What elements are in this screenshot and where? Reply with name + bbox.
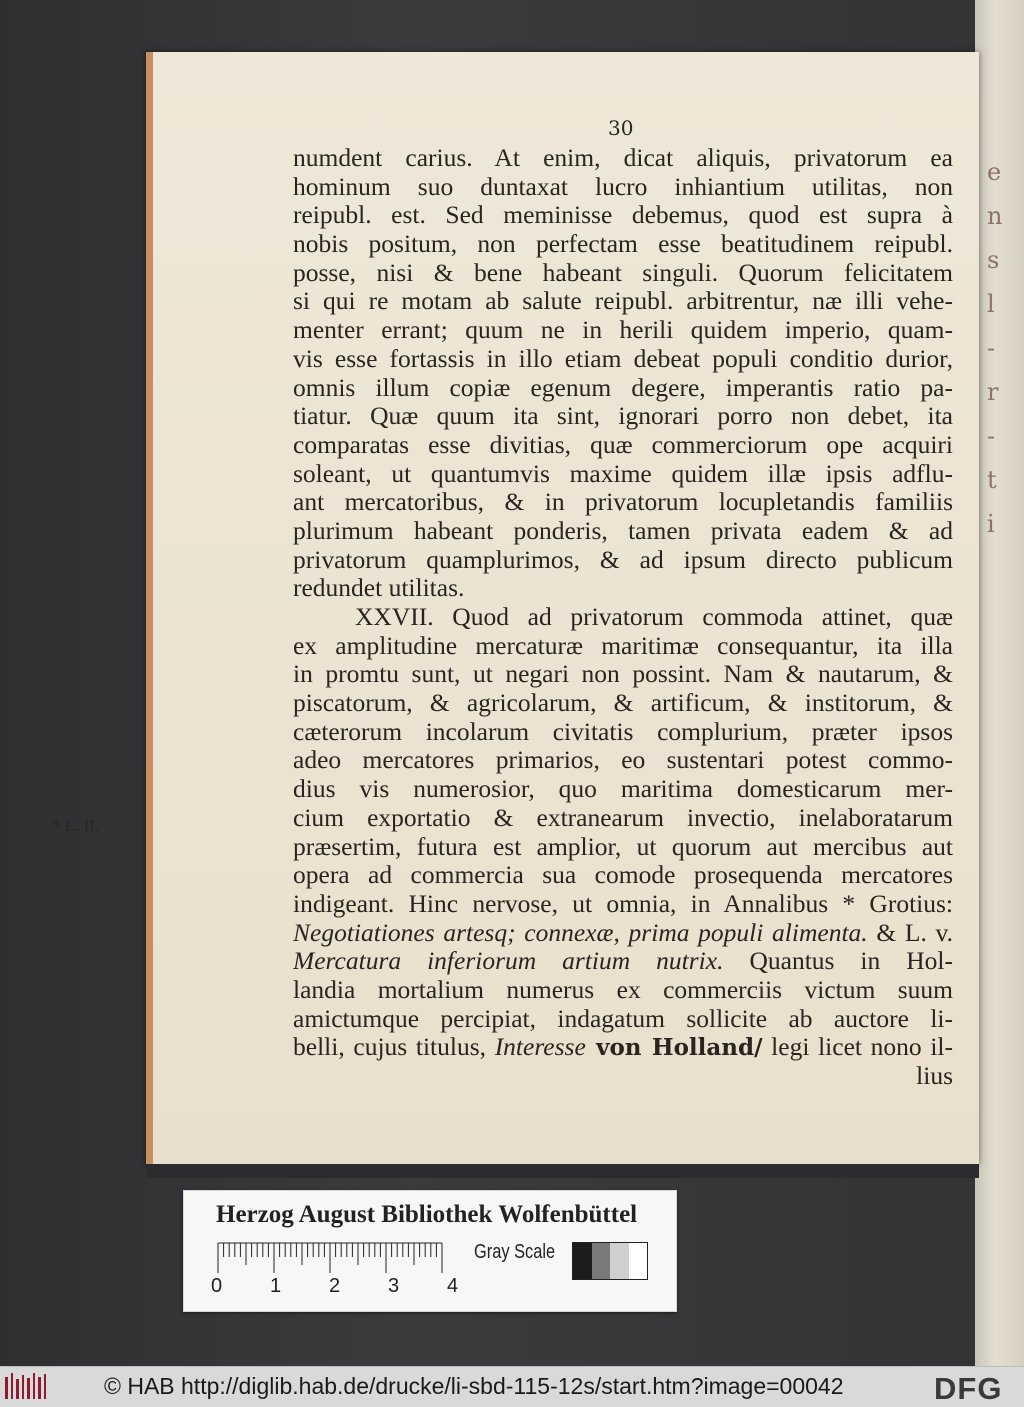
- text-line: landia mortalium numerus ex commerciis victum suum: [293, 975, 953, 1004]
- text-line: hominum suo duntaxat lucro inhiantium utilitas, non: [293, 172, 953, 201]
- gray-scale-label: Gray Scale: [474, 1241, 556, 1263]
- page-number: 30: [608, 116, 634, 140]
- text-line: dius vis numerosior, quo maritima domesticarum mer-: [293, 775, 953, 804]
- fraktur-title: von Holland/: [585, 1034, 763, 1062]
- text-line: redundet utilitas.: [293, 573, 465, 603]
- text-line: cæterorum incolarum civitatis complurium, præter ipsos: [293, 717, 953, 746]
- library-name: Herzog August Bibliothek Wolfenbüttel: [216, 1201, 638, 1228]
- text-line: soleant, ut quantumvis maxime quidem illæ ipsis adflu-: [293, 459, 953, 488]
- text-line: Mercatura inferiorum artium nutrix. Quantus in Hol-: [293, 947, 953, 976]
- text-line: adeo mercatores primarios, eo sustentari potest commo-: [293, 746, 953, 775]
- text-line: ex amplitudine mercaturæ maritimæ consequantur, ita illa: [293, 631, 953, 660]
- footer-bar: [0, 1366, 1024, 1407]
- text-line: reipubl. est. Sed meminisse debemus, quod est supra à: [293, 201, 953, 230]
- text-line: lius: [916, 1061, 953, 1090]
- text-line: belli, cujus titulus, Interesse von Holland/ legi licet nono il-: [293, 1033, 953, 1062]
- ruler-number: 3: [388, 1275, 400, 1297]
- italic-quote: Mercatura inferiorum artium nutrix.: [293, 947, 724, 976]
- ruler-number: 1: [270, 1275, 282, 1297]
- text-line: omnis illum copiæ egenum degere, imperantis ratio pa-: [293, 373, 953, 402]
- text-line: comparatas esse divitias, quæ commerciorum ope acquiri: [293, 430, 953, 459]
- text-line: privatorum quamplurimos, & ad ipsum directo publicum: [293, 545, 953, 574]
- text-line: XXVII. Quod ad privatorum commoda attinet, quæ: [355, 603, 953, 631]
- gray-scale-swatch: [572, 1242, 648, 1280]
- source-url[interactable]: © HAB http://diglib.hab.de/drucke/li-sbd-115-12s/start.htm?image=00042: [104, 1373, 844, 1399]
- text-line: in promtu sunt, ut negari non possint. Nam & nautarum, &: [293, 660, 953, 689]
- text-line: menter errant; quum ne in herili quidem imperio, quam-: [293, 316, 953, 345]
- text-line: posse, nisi & bene habeant singuli. Quorum felicitatem: [293, 258, 953, 287]
- text-line: tiatur. Quæ quum ita sint, ignorari porro non debet, ita: [293, 402, 953, 431]
- calibration-card: [183, 1190, 677, 1312]
- hab-logo-icon: [4, 1373, 48, 1401]
- italic-quote: Negotiationes artesq; connexæ, prima populi alimenta.: [293, 918, 868, 947]
- gray-patch: [573, 1243, 592, 1279]
- text-line: indigeant. Hinc nervose, ut omnia, in Annalibus * Grotius:: [293, 889, 953, 918]
- page-shadow: [146, 1164, 979, 1178]
- text-line: numdent carius. At enim, dicat aliquis, privatorum ea: [293, 144, 953, 172]
- ruler: [216, 1241, 444, 1275]
- ruler-number: 0: [211, 1275, 223, 1297]
- facing-page-letters: e n s l - r - t i: [987, 158, 1003, 538]
- margin-note: * L. II.: [52, 816, 100, 835]
- gray-patch: [592, 1243, 611, 1279]
- text-line: piscatorum, & agricolarum, & artificum, & institorum, &: [293, 689, 953, 718]
- text-line: si qui re motam ab salute reipubl. arbitrentur, næ illi vehe-: [293, 287, 953, 316]
- text-line: ant mercatoribus, & in privatorum locupletandis familiis: [293, 488, 953, 517]
- ruler-number: 2: [329, 1275, 341, 1297]
- book-page: [146, 52, 979, 1164]
- text-line: præsertim, futura est amplior, ut quorum aut mercibus aut: [293, 832, 953, 861]
- italic-title: Interesse: [494, 1033, 586, 1062]
- gray-patch: [610, 1243, 629, 1279]
- text-line: plurimum habeant ponderis, tamen privata eadem & ad: [293, 516, 953, 545]
- page-text: [293, 144, 953, 1091]
- text-line: cium exportatio & extranearum invectio, inelaboratarum: [293, 803, 953, 832]
- ruler-number: 4: [447, 1275, 459, 1297]
- gray-patch: [629, 1243, 648, 1279]
- text-line: nobis positum, non perfectam esse beatitudinem reipubl.: [293, 230, 953, 259]
- facing-page-edge: [975, 0, 1024, 1366]
- text-line: Negotiationes artesq; connexæ, prima populi alimenta. & L. v.: [293, 918, 953, 947]
- text-line: vis esse fortassis in illo etiam debeat populi conditio durior,: [293, 344, 953, 373]
- text-line: amictumque percipiat, indagatum sollicite ab auctore li-: [293, 1004, 953, 1033]
- text-line: opera ad commercia sua comode prosequenda mercatores: [293, 861, 953, 890]
- dfg-logo: DFG: [934, 1371, 1003, 1406]
